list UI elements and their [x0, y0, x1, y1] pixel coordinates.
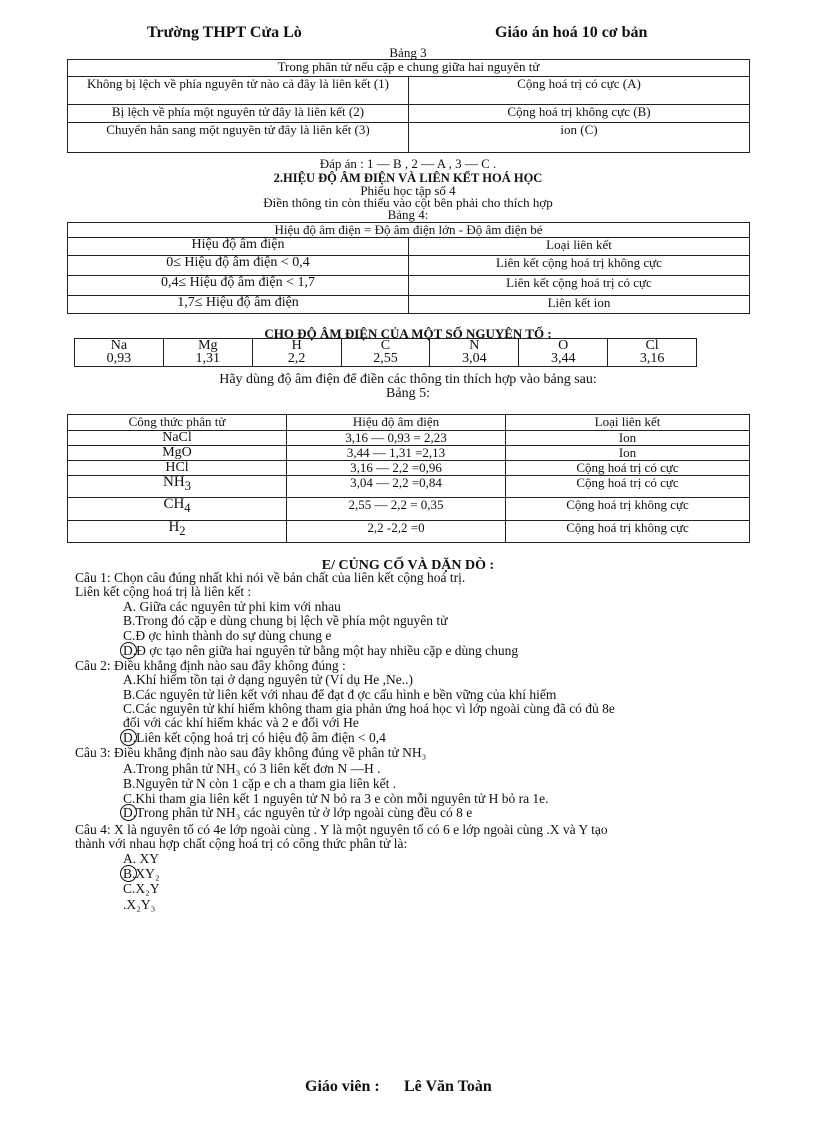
- table4-cell: Liên kết cộng hoá trị có cực: [409, 276, 750, 296]
- q2-option-c-cont: đối với các khí hiếm khác và 2 e đối với He: [123, 715, 359, 730]
- electronegativity-table: [74, 338, 697, 367]
- formula-subscript: 4: [184, 501, 191, 515]
- formula-cell: [68, 446, 287, 461]
- formula: HCl: [165, 460, 189, 475]
- q1-option-b: B.Trong đó cặp e dùng chung bị lệch về phía một nguyên tử: [123, 613, 448, 628]
- table5-instruction: Hãy dùng độ âm điện để điền các thông tin thích hợp vào bảng sau:: [219, 372, 597, 387]
- formula-subscript: 2: [179, 524, 186, 538]
- answer-circle: [120, 804, 137, 821]
- element-symbol: Cl: [645, 338, 659, 353]
- formula: NaCl: [162, 430, 192, 445]
- q3-option-c: C.Khi tham gia liên kết 1 nguyên tử N bỏ ra 3 e còn mỗi nguyên tử H bỏ ra 1e.: [123, 791, 549, 806]
- element-value: 1,31: [195, 351, 221, 366]
- table4: [67, 222, 750, 314]
- table4-caption: Bảng 4:: [387, 207, 429, 222]
- electronegativity-title: CHO ĐỘ ÂM ĐIỆN CỦA MỘT SỐ NGUYÊN TỐ :: [264, 326, 552, 341]
- diff-cell: 3,44 — 1,31 =2,13: [287, 446, 506, 461]
- q4-option-b: B.XY₂: [123, 866, 160, 881]
- type-cell: Cộng hoá trị không cực: [506, 498, 750, 521]
- table4-cell: 1,7≤ Hiệu độ âm điện: [68, 296, 409, 314]
- q2-option-a: A.Khí hiếm tồn tại ở dạng nguyên tử (Ví dụ He ,Ne..): [123, 672, 414, 687]
- teacher-name: Lê Văn Toàn: [404, 1078, 492, 1095]
- table3-answer: Đáp án : 1 — B , 2 — A , 3 — C .: [319, 156, 497, 171]
- diff-cell: 3,04 — 2,2 =0,84: [287, 476, 506, 498]
- table3-cell: ion (C): [409, 123, 750, 153]
- q1-stem: Câu 1: Chọn câu đúng nhất khi nói về bản chất của liên kết cộng hoá trị.: [75, 570, 466, 585]
- formula-cell: [68, 498, 287, 521]
- element-value: 2,2: [287, 351, 306, 366]
- table3-title: Trong phân tử nếu cặp e chung giữa hai nguyên tử: [68, 60, 750, 77]
- table3-cell: Chuyển hẳn sang một nguyên tử đây là liên kết (3): [68, 123, 409, 153]
- table3: [67, 59, 750, 153]
- table5: [67, 414, 750, 543]
- formula-subscript: 3: [184, 479, 191, 493]
- table5-header: Hiệu độ âm điện: [287, 415, 506, 431]
- diff-cell: 2,55 — 2,2 = 0,35: [287, 498, 506, 521]
- q4-stem: Câu 4: X là nguyên tố có 4e lớp ngoài cùng . Y là một nguyên tố có 6 e lớp ngoài cùng .X và Y tạo: [75, 822, 608, 837]
- teacher-label: Giáo viên :: [305, 1078, 380, 1095]
- type-cell: Ion: [506, 431, 750, 446]
- diff-cell: 3,16 — 0,93 = 2,23: [287, 431, 506, 446]
- q4-option-a: A. XY: [123, 851, 159, 866]
- table3-cell: Bị lệch về phía một nguyên tử đây là liên kết (2): [68, 105, 409, 123]
- q4-option-d: .X₂Y₃: [123, 897, 156, 912]
- table5-header: Loại liên kết: [506, 415, 750, 431]
- table4-cell: 0≤ Hiệu độ âm điện < 0,4: [68, 256, 409, 276]
- answer-circle: [120, 865, 137, 882]
- q1-option-a: A. Giữa các nguyên tử phi kim với nhau: [123, 599, 341, 614]
- type-cell: Cộng hoá trị không cực: [506, 521, 750, 543]
- worksheet-label: Phiếu học tập số 4: [360, 183, 456, 198]
- q2-option-b: B.Các nguyên tử liên kết với nhau để đạt đ ợc cấu hình e bền vững của khí hiếm: [123, 687, 557, 702]
- school-name: Trường THPT Cửa Lò: [147, 24, 302, 41]
- formula: MgO: [162, 445, 192, 460]
- q1-stem2: Liên kết cộng hoá trị là liên kết :: [75, 584, 252, 599]
- table4-cell: 0,4≤ Hiệu độ âm điện < 1,7: [68, 276, 409, 296]
- element-symbol: Na: [110, 338, 128, 353]
- table4-title: Hiệu độ âm điện = Độ âm điện lớn - Độ âm điện bé: [68, 223, 750, 238]
- table4-header: Hiệu độ âm điện: [68, 238, 409, 256]
- element-symbol: Mg: [198, 338, 218, 353]
- element-value: 2,55: [373, 351, 398, 366]
- table4-cell: Liên kết cộng hoá trị không cực: [409, 256, 750, 276]
- table4-header: Loại liên kết: [409, 238, 750, 256]
- sectionE-title: E/ CỦNG CỐ VÀ DẶN DÒ :: [321, 558, 495, 573]
- table3-cell: Cộng hoá trị không cực (B): [409, 105, 750, 123]
- q3-option-d: D.Trong phân tử NH₃ các nguyên tử ở lớp ngoài cùng đều có 8 e: [123, 805, 473, 820]
- diff-cell: 2,2 -2,2 =0: [287, 521, 506, 543]
- element-symbol: C: [380, 338, 391, 353]
- section2-instruction: Điền thông tin còn thiếu vào cột bên phải cho thích hợp: [263, 195, 553, 210]
- formula: H: [168, 519, 180, 535]
- q2-option-c: C.Các nguyên tử khí hiếm không tham gia phản ứng hoá học vì lớp ngoài cùng đã có đủ 8e: [123, 701, 615, 716]
- formula: CH: [163, 496, 185, 512]
- answer-circle: [120, 729, 137, 746]
- type-cell: Ion: [506, 446, 750, 461]
- element-symbol: N: [469, 338, 480, 353]
- q1-option-c: C.Đ ợc hình thành do sự dùng chung e: [123, 628, 332, 643]
- formula-cell: [68, 476, 287, 498]
- answer-circle: [120, 642, 137, 659]
- formula-cell: [68, 431, 287, 446]
- diff-cell: 3,16 — 2,2 =0,96: [287, 461, 506, 476]
- q2-option-d: D.Liên kết cộng hoá trị có hiệu độ âm điện < 0,4: [123, 730, 386, 745]
- element-value: 0,93: [106, 351, 132, 366]
- table3-cell: Cộng hoá trị có cực (A): [409, 77, 750, 105]
- table5-caption: Bảng 5:: [386, 386, 430, 401]
- formula: NH: [163, 474, 185, 490]
- type-cell: Cộng hoá trị có cực: [506, 461, 750, 476]
- q2-stem: Câu 2: Điều khẳng định nào sau đây không đúng :: [75, 658, 346, 673]
- table5-header: Công thức phân tử: [68, 415, 287, 431]
- q1-option-d: D.Đ ợc tạo nên giữa hai nguyên tử bằng một hay nhiều cặp e dùng chung: [123, 643, 519, 658]
- q3-stem: Câu 3: Điều khẳng định nào sau đây không đúng về phân tử NH₃: [75, 745, 427, 760]
- q4-option-c: C.X₂Y: [123, 881, 160, 896]
- element-value: 3,04: [462, 351, 487, 366]
- table3-caption: Bảng 3: [389, 45, 427, 60]
- type-cell: Cộng hoá trị có cực: [506, 476, 750, 498]
- q3-option-a: A.Trong phân tử NH₃ có 3 liên kết đơn N —H .: [123, 761, 381, 776]
- lesson-plan-title: Giáo án hoá 10 cơ bản: [495, 24, 648, 41]
- element-value: 3,16: [639, 351, 665, 366]
- section2-title: 2.HIỆU ĐỘ ÂM ĐIỆN VÀ LIÊN KẾT HOÁ HỌC: [273, 171, 543, 185]
- element-symbol: O: [558, 338, 569, 353]
- formula-cell: [68, 521, 287, 543]
- element-value: 3,44: [550, 351, 576, 366]
- table4-cell: Liên kết ion: [409, 296, 750, 314]
- q3-option-b: B.Nguyên tử N còn 1 cặp e ch a tham gia liên kết .: [123, 776, 397, 791]
- q4-stem2: thành với nhau hợp chất cộng hoá trị có công thức phân tử là:: [75, 836, 408, 851]
- element-symbol: H: [291, 338, 302, 353]
- table3-cell: Không bị lệch về phía nguyên tử nào cả đây là liên kết (1): [68, 77, 409, 105]
